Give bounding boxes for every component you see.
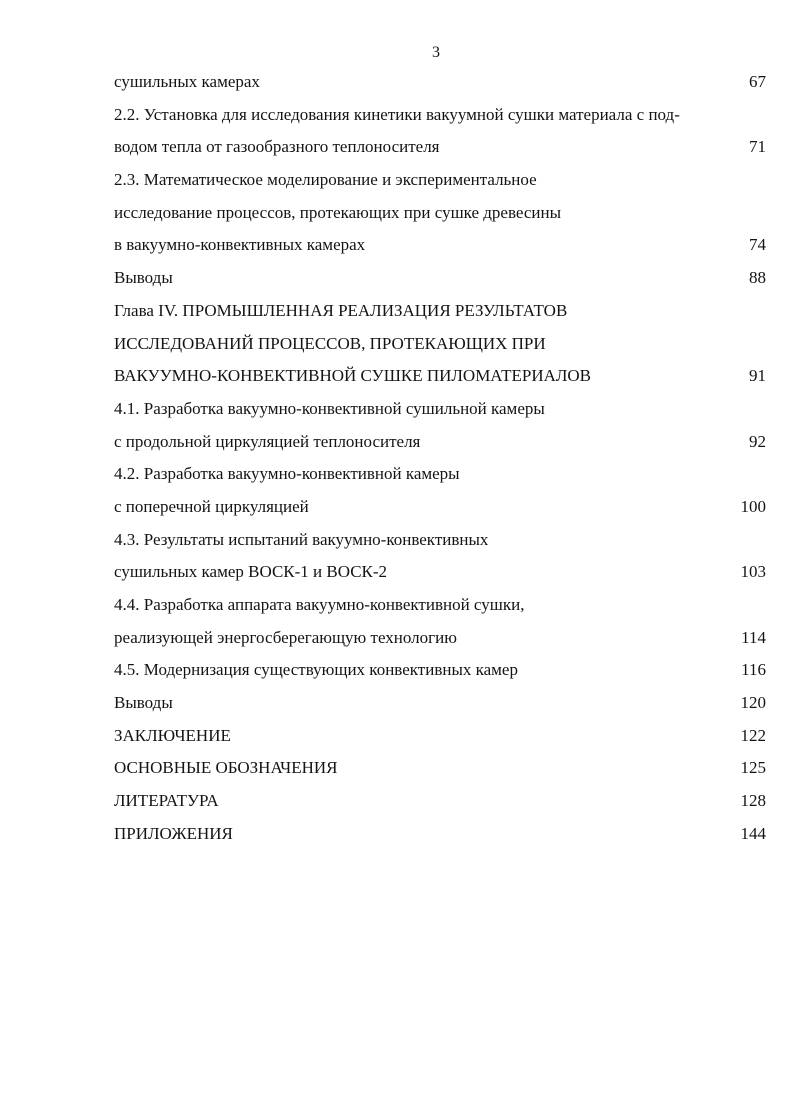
toc-entry: [114, 328, 766, 361]
toc-entry: [114, 66, 766, 99]
toc-entry-page: 92: [749, 431, 766, 451]
toc-entry: [114, 99, 766, 132]
toc-entry-title: ОСНОВНЫЕ ОБОЗНАЧЕНИЯ: [114, 758, 338, 778]
toc-entry: [114, 589, 766, 622]
toc-entry: [114, 131, 766, 164]
toc-entry: [114, 295, 766, 328]
toc-entry-page: 67: [749, 72, 766, 91]
toc-entry-title: ЗАКЛЮЧЕНИЕ: [114, 725, 231, 745]
toc-entry-page: 74: [749, 235, 766, 255]
page-number: 3: [432, 44, 440, 61]
toc-entry: [114, 556, 766, 589]
toc-entry-title: сушильных камер ВОСК-1 и ВОСК-2: [114, 562, 388, 582]
toc-entry-page: 114: [741, 627, 766, 647]
toc-entry-title: с поперечной циркуляцией: [114, 496, 309, 516]
toc-entry: [114, 654, 766, 687]
toc-entry-page: 116: [741, 660, 766, 680]
toc-entry-title: 4.5. Модернизация существующих конвективных камер: [114, 660, 518, 680]
toc-entry-title: Выводы: [114, 268, 173, 288]
table-of-contents: [114, 66, 766, 851]
toc-entry-title: с продольной циркуляцией теплоносителя: [114, 431, 421, 451]
toc-entry-page: 122: [740, 725, 766, 745]
toc-entry-title: водом тепла от газообразного теплоносителя: [114, 137, 440, 157]
toc-entry-title: в вакуумно-конвективных камерах: [114, 235, 366, 255]
toc-entry: [114, 524, 766, 557]
toc-entry-page: 120: [740, 693, 766, 713]
toc-entry-title: исследование процессов, протекающих при сушке древесины: [114, 202, 562, 222]
toc-entry-page: 103: [740, 562, 766, 582]
toc-entry-page: 128: [740, 791, 766, 811]
toc-entry: [114, 622, 766, 655]
toc-entry: [114, 818, 766, 851]
toc-entry-page: 100: [740, 496, 766, 516]
toc-entry: [114, 687, 766, 720]
toc-entry-title: ЛИТЕРАТУРА: [114, 791, 219, 811]
toc-entry-title: Глава IV. ПРОМЫШЛЕННАЯ РЕАЛИЗАЦИЯ РЕЗУЛЬТАТОВ: [114, 300, 568, 320]
toc-entry-page: 91: [749, 366, 766, 386]
toc-entry: [114, 491, 766, 524]
toc-entry: [114, 785, 766, 818]
toc-entry: [114, 197, 766, 230]
toc-entry: [114, 752, 766, 785]
toc-entry-title: 2.2. Установка для исследования кинетики вакуумной сушки материала с под-: [114, 104, 680, 124]
toc-entry-title: ПРИЛОЖЕНИЯ: [114, 823, 233, 843]
toc-entry-title: 4.1. Разработка вакуумно-конвективной сушильной камеры: [114, 398, 545, 418]
toc-entry: [114, 262, 766, 295]
toc-entry: [114, 393, 766, 426]
toc-entry-page: 88: [749, 268, 766, 288]
toc-entry-title: 4.2. Разработка вакуумно-конвективной камеры: [114, 464, 460, 484]
toc-entry-title: 4.4. Разработка аппарата вакуумно-конвективной сушки,: [114, 595, 525, 614]
toc-entry: [114, 720, 766, 753]
toc-entry-title: 4.3. Результаты испытаний вакуумно-конвективных: [114, 529, 489, 549]
toc-entry-title: сушильных камерах: [114, 72, 260, 91]
toc-entry: [114, 360, 766, 393]
toc-entry-title: ВАКУУМНО-КОНВЕКТИВНОЙ СУШКЕ ПИЛОМАТЕРИАЛОВ: [114, 366, 592, 386]
toc-entry-title: 2.3. Математическое моделирование и экспериментальное: [114, 170, 537, 190]
toc-entry: [114, 164, 766, 197]
toc-entry: [114, 229, 766, 262]
toc-entry-title: Выводы: [114, 693, 173, 713]
toc-entry-page: 125: [740, 758, 766, 778]
toc-entry-page: 144: [740, 823, 766, 843]
toc-entry-title: реализующей энергосберегающую технологию: [114, 627, 457, 647]
toc-entry: [114, 426, 766, 459]
toc-entry-title: ИССЛЕДОВАНИЙ ПРОЦЕССОВ, ПРОТЕКАЮЩИХ ПРИ: [114, 333, 546, 353]
toc-entry-page: 71: [749, 137, 766, 157]
toc-entry: [114, 458, 766, 491]
